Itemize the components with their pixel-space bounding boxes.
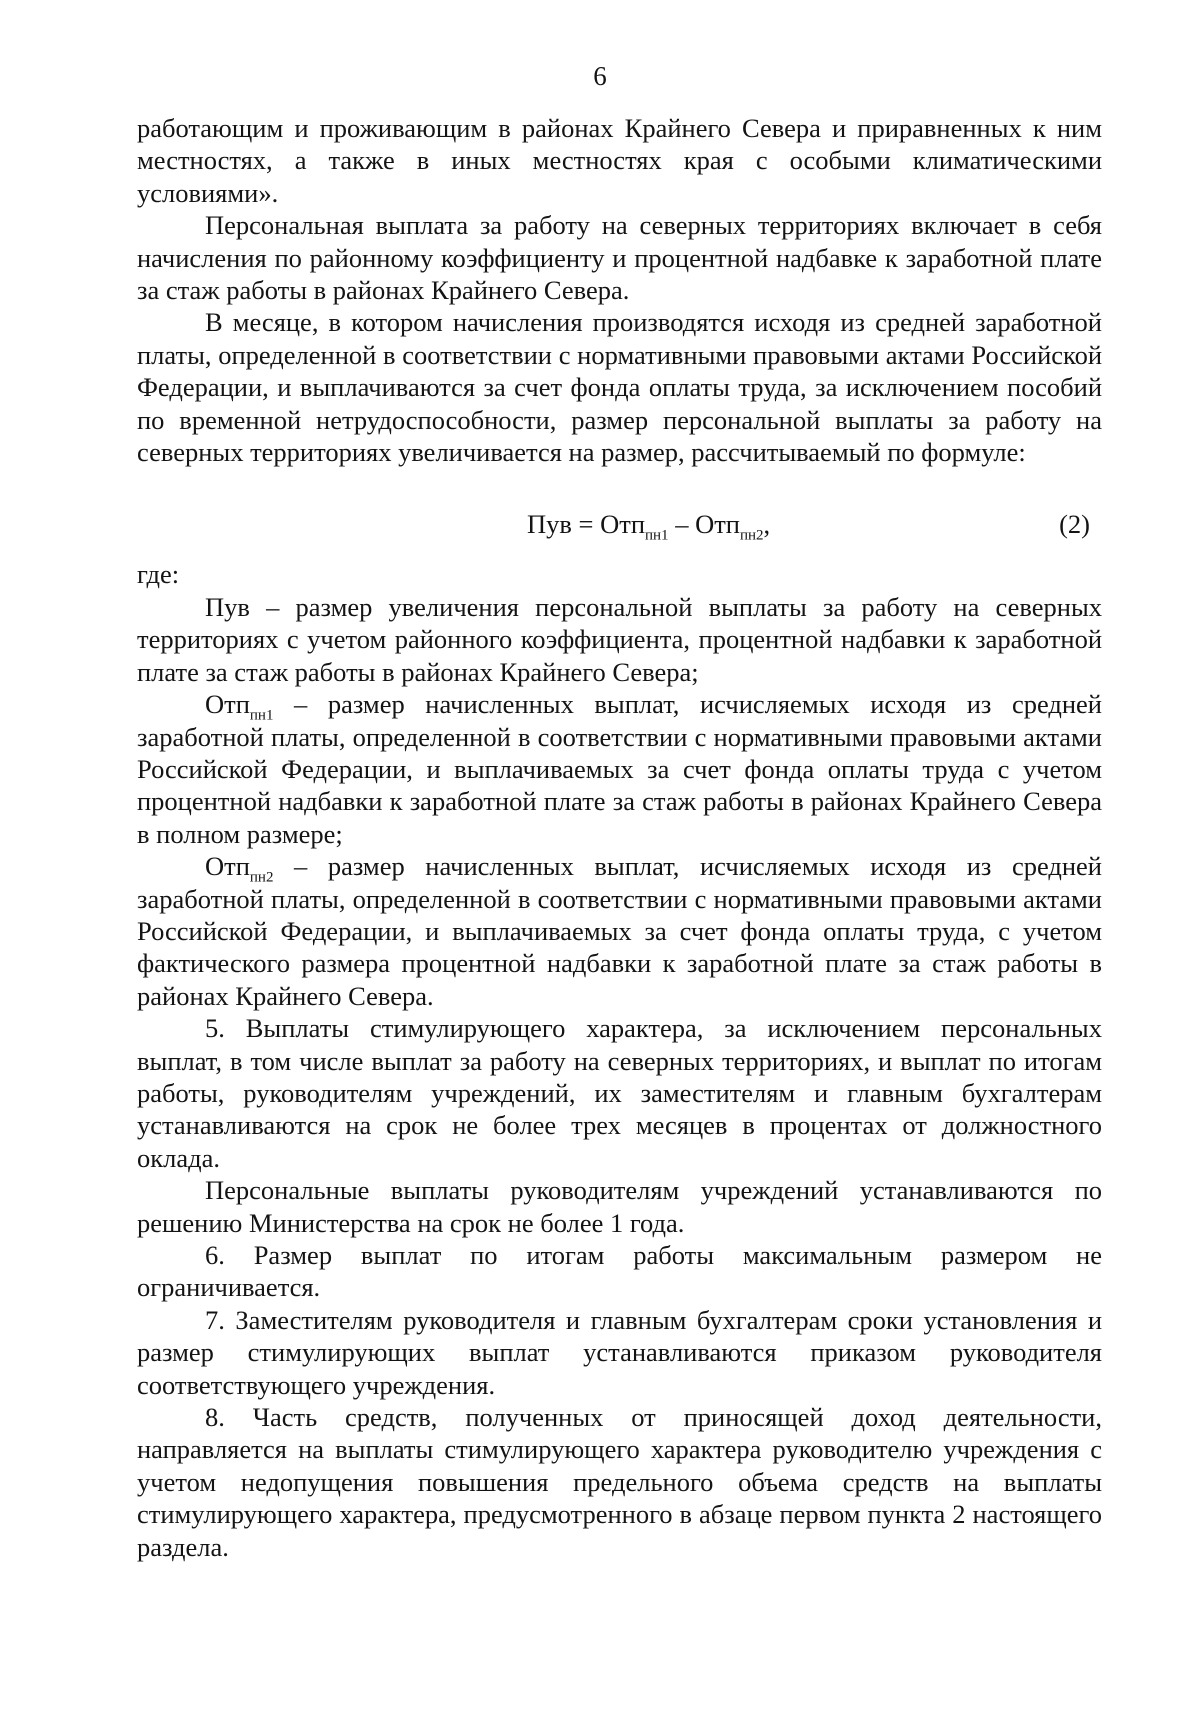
formula-number: (2) <box>1059 509 1090 540</box>
formula-minus: – Отп <box>668 509 740 540</box>
formula-tail: , <box>763 509 771 540</box>
formula-sub-1: пн1 <box>645 527 669 544</box>
definition-term-sub: пн1 <box>249 707 274 724</box>
definition-term: Отп <box>205 851 250 882</box>
definition-term: Отп <box>205 689 250 720</box>
paragraph-continuation: работающим и проживающим в районах Крайнего Севера и приравненных к ним местностях, а также в иных местностях края с особыми климатическими условиями». <box>137 113 1102 208</box>
page-number: 6 <box>593 61 607 91</box>
document-body <box>137 112 1102 1563</box>
formula-lhs: Пув = Отп <box>527 509 645 540</box>
where-label: где: <box>137 559 180 590</box>
definition-otp-pn2 <box>137 850 1102 1012</box>
definition-puv: Пув – размер увеличения персональной выплаты за работу на северных территориях с учетом районного коэффициента, процентной надбавки к заработной плате за стаж работы в районах Крайнего Севера; <box>137 591 1102 687</box>
definition-term-sub: пн2 <box>249 869 274 886</box>
definition-text: – размер начисленных выплат, исчисляемых исходя из средней заработной платы, определенной в соответствии с нормативными правовыми актами Российской Федерации, и выплачиваемых за счет фонда оплаты труда с учетом процентной надбавки к заработной плате за стаж работы в районах Крайнего Севера в полном размере; <box>137 689 1102 849</box>
formula-block <box>137 508 1102 558</box>
paragraph-month-calculation: В месяце, в котором начисления производятся исходя из средней заработной платы, определенной в соответствии с нормативными правовыми актами Российской Федерации, и выплачиваются за счет фонда оплаты труда, за исключением пособий по временной нетрудоспособности, размер персональной выплаты за работу на северных территориях увеличивается на размер, рассчитываемый по формуле: <box>137 307 1102 468</box>
definition-text: – размер начисленных выплат, исчисляемых исходя из средней заработной платы, определенной в соответствии с нормативными правовыми актами Российской Федерации, и выплачиваемых за счет фонда оплаты труда, с учетом фактического размера процентной надбавки к заработной плате за стаж работы в районах Крайнего Севера. <box>137 851 1102 1011</box>
paragraph-northern-payment: Персональная выплата за работу на северных территориях включает в себя начисления по районному коэффициенту и процентной надбавке к заработной плате за стаж работы в районах Крайнего Севера. <box>137 210 1102 306</box>
item-8: 8. Часть средств, полученных от приносящей доход деятельности, направляется на выплаты стимулирующего характера руководителю учреждения с учетом недопущения повышения предельного объема средств на выплаты стимулирующего характера, предусмотренного в абзаце первом пункта 2 настоящего раздела. <box>137 1402 1102 1562</box>
formula-sub-2: пн2 <box>739 527 764 544</box>
item-6: 6. Размер выплат по итогам работы максимальным размером не ограничивается. <box>137 1240 1102 1303</box>
item-7: 7. Заместителям руководителя и главным бухгалтерам сроки установления и размер стимулирующих выплат устанавливаются приказом руководителя соответствующего учреждения. <box>137 1304 1102 1400</box>
definition-otp-pn1 <box>137 688 1102 850</box>
item-5: 5. Выплаты стимулирующего характера, за исключением персональных выплат, в том числе выплат за работу на северных территориях, и выплат по итогам работы, руководителям учреждений, их заместителям и главным бухгалтерам устанавливаются на срок не более трех месяцев в процентах от должностного оклада. <box>137 1013 1102 1173</box>
item-5-personal-payments: Персональные выплаты руководителям учреждений устанавливаются по решению Министерства на срок не более 1 года. <box>137 1175 1102 1238</box>
formula <box>527 508 771 544</box>
